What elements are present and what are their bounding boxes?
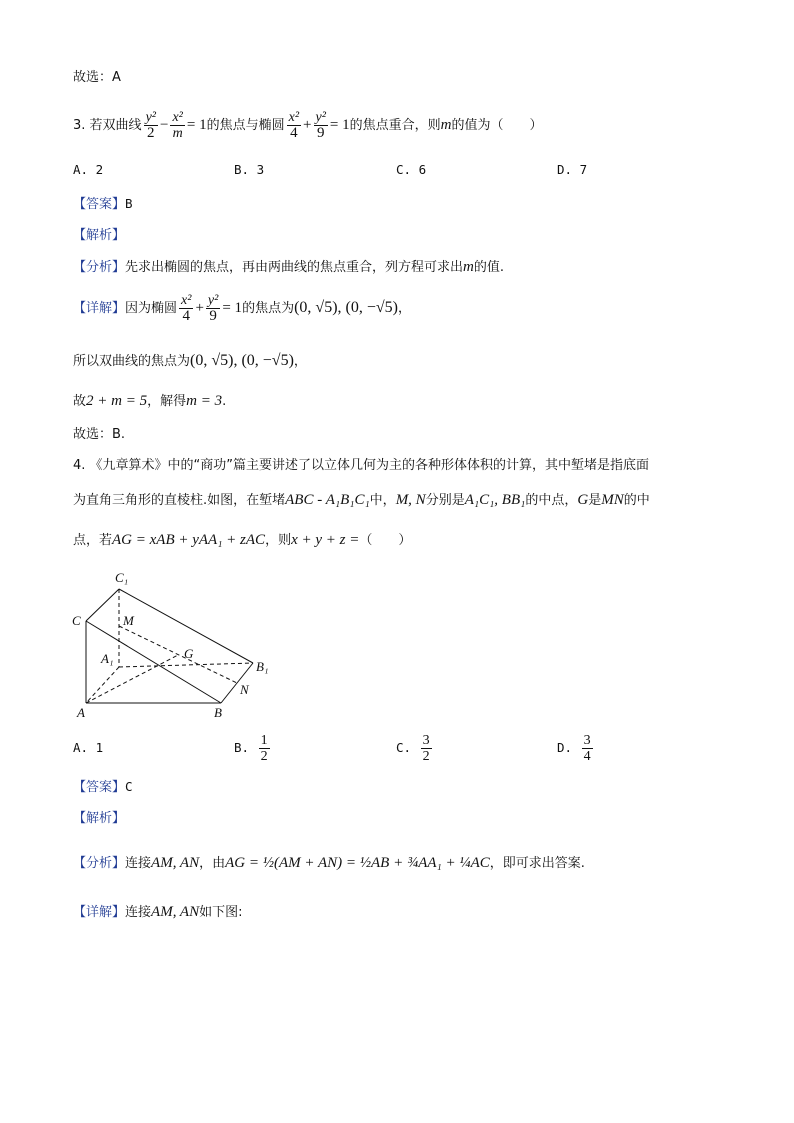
q4-analysis-label: 【解析】 [73, 811, 126, 826]
q4-option-a: A. 1 [73, 740, 104, 755]
q4-line-1: 4. 《九章算术》中的“商功”篇主要讲述了以立体几何为主的各种形体体积的计算，其中堑堵是指底面 [73, 458, 650, 473]
q3-option-b: B. 3 [234, 162, 265, 177]
q3-answer: 【答案】B [73, 196, 133, 212]
q4-line-3: 点，若AG = xAB + yAA₁ + zAC，则x + y + z =（ ） [73, 532, 412, 548]
label-a1: A₁ [101, 651, 114, 666]
q4-option-d: D. $\frac{3}{4}$ [557, 733, 591, 764]
q3-stem: 3. 若双曲线 $\frac{\text{y²}}{2}$ − $\frac{\text{x²}}{m}$ = 1的焦点与椭圆 $\frac{\text{x²}}{4}$ + $\frac{\text{y²}}{9}$ = 1的焦点重合，则m的值为（ ） [73, 110, 543, 141]
edge-c1-c [86, 589, 119, 621]
q3-xiangjie-1: 【详解】因为椭圆 $\frac{\text{x²}}{4}$ + $\frac{\text{y²}}{9}$ = 1的焦点为(0, √5), (0, −√5)， [73, 293, 411, 324]
q4-answer: 【答案】C [73, 779, 133, 795]
label-g: G [184, 646, 194, 661]
q3-option-a: A. 2 [73, 162, 104, 177]
q3-xiangjie-2: 所以双曲线的焦点为(0, √5), (0, −√5)， [73, 352, 307, 369]
label-c1: C₁ [115, 570, 129, 585]
label-m: M [123, 613, 134, 628]
label-b: B [214, 705, 222, 720]
q3-conclusion: 故选：B. [73, 427, 126, 442]
prism-figure [66, 565, 276, 720]
q3-fenxi: 【分析】先求出椭圆的焦点，再由两曲线的焦点重合，列方程可求出m的值. [73, 259, 505, 275]
label-b1: B₁ [256, 659, 269, 674]
segment-a-g [86, 655, 178, 703]
q3-xiangjie-3: 故2 + m = 5，解得m = 3. [73, 393, 227, 409]
hyp-frac-2: $\frac{\text{x²}}{m}$ [172, 110, 183, 141]
q3-option-d: D. 7 [557, 162, 588, 177]
q3-analysis-label: 【解析】 [73, 228, 126, 243]
q4-option-c: C. $\frac{3}{2}$ [396, 733, 430, 764]
edge-a1-b1 [119, 663, 253, 667]
edge-a1-a [86, 667, 119, 703]
prev-conclusion: 故选：A [73, 70, 121, 85]
label-n: N [240, 682, 249, 697]
segment-m-n [119, 626, 237, 683]
q4-fenxi: 【分析】连接AM, AN，由AG = ½(AM + AN) = ½AB + ¾AA₁ + ¼AC，即可求出答案. [73, 855, 585, 871]
q4-xiangjie: 【详解】连接AM, AN如下图: [73, 904, 243, 920]
ell-frac-1: $\frac{\text{x²}}{4}$ [288, 110, 300, 141]
ell-frac-2: $\frac{\text{y²}}{9}$ [315, 110, 326, 141]
label-c: C [72, 613, 81, 628]
q3-option-c: C. 6 [396, 162, 427, 177]
label-a: A [77, 705, 85, 720]
q4-line-2: 为直角三角形的直棱柱.如图，在堑堵ABC - A₁B₁C₁中，M, N分别是A₁C₁, BB₁的中点，G是MN的中 [73, 492, 650, 508]
hyp-frac-1: $\frac{\text{y²}}{2}$ [145, 110, 156, 141]
q4-option-b: B. $\frac{1}{2}$ [234, 733, 268, 764]
q3-number: 3. [73, 118, 86, 133]
